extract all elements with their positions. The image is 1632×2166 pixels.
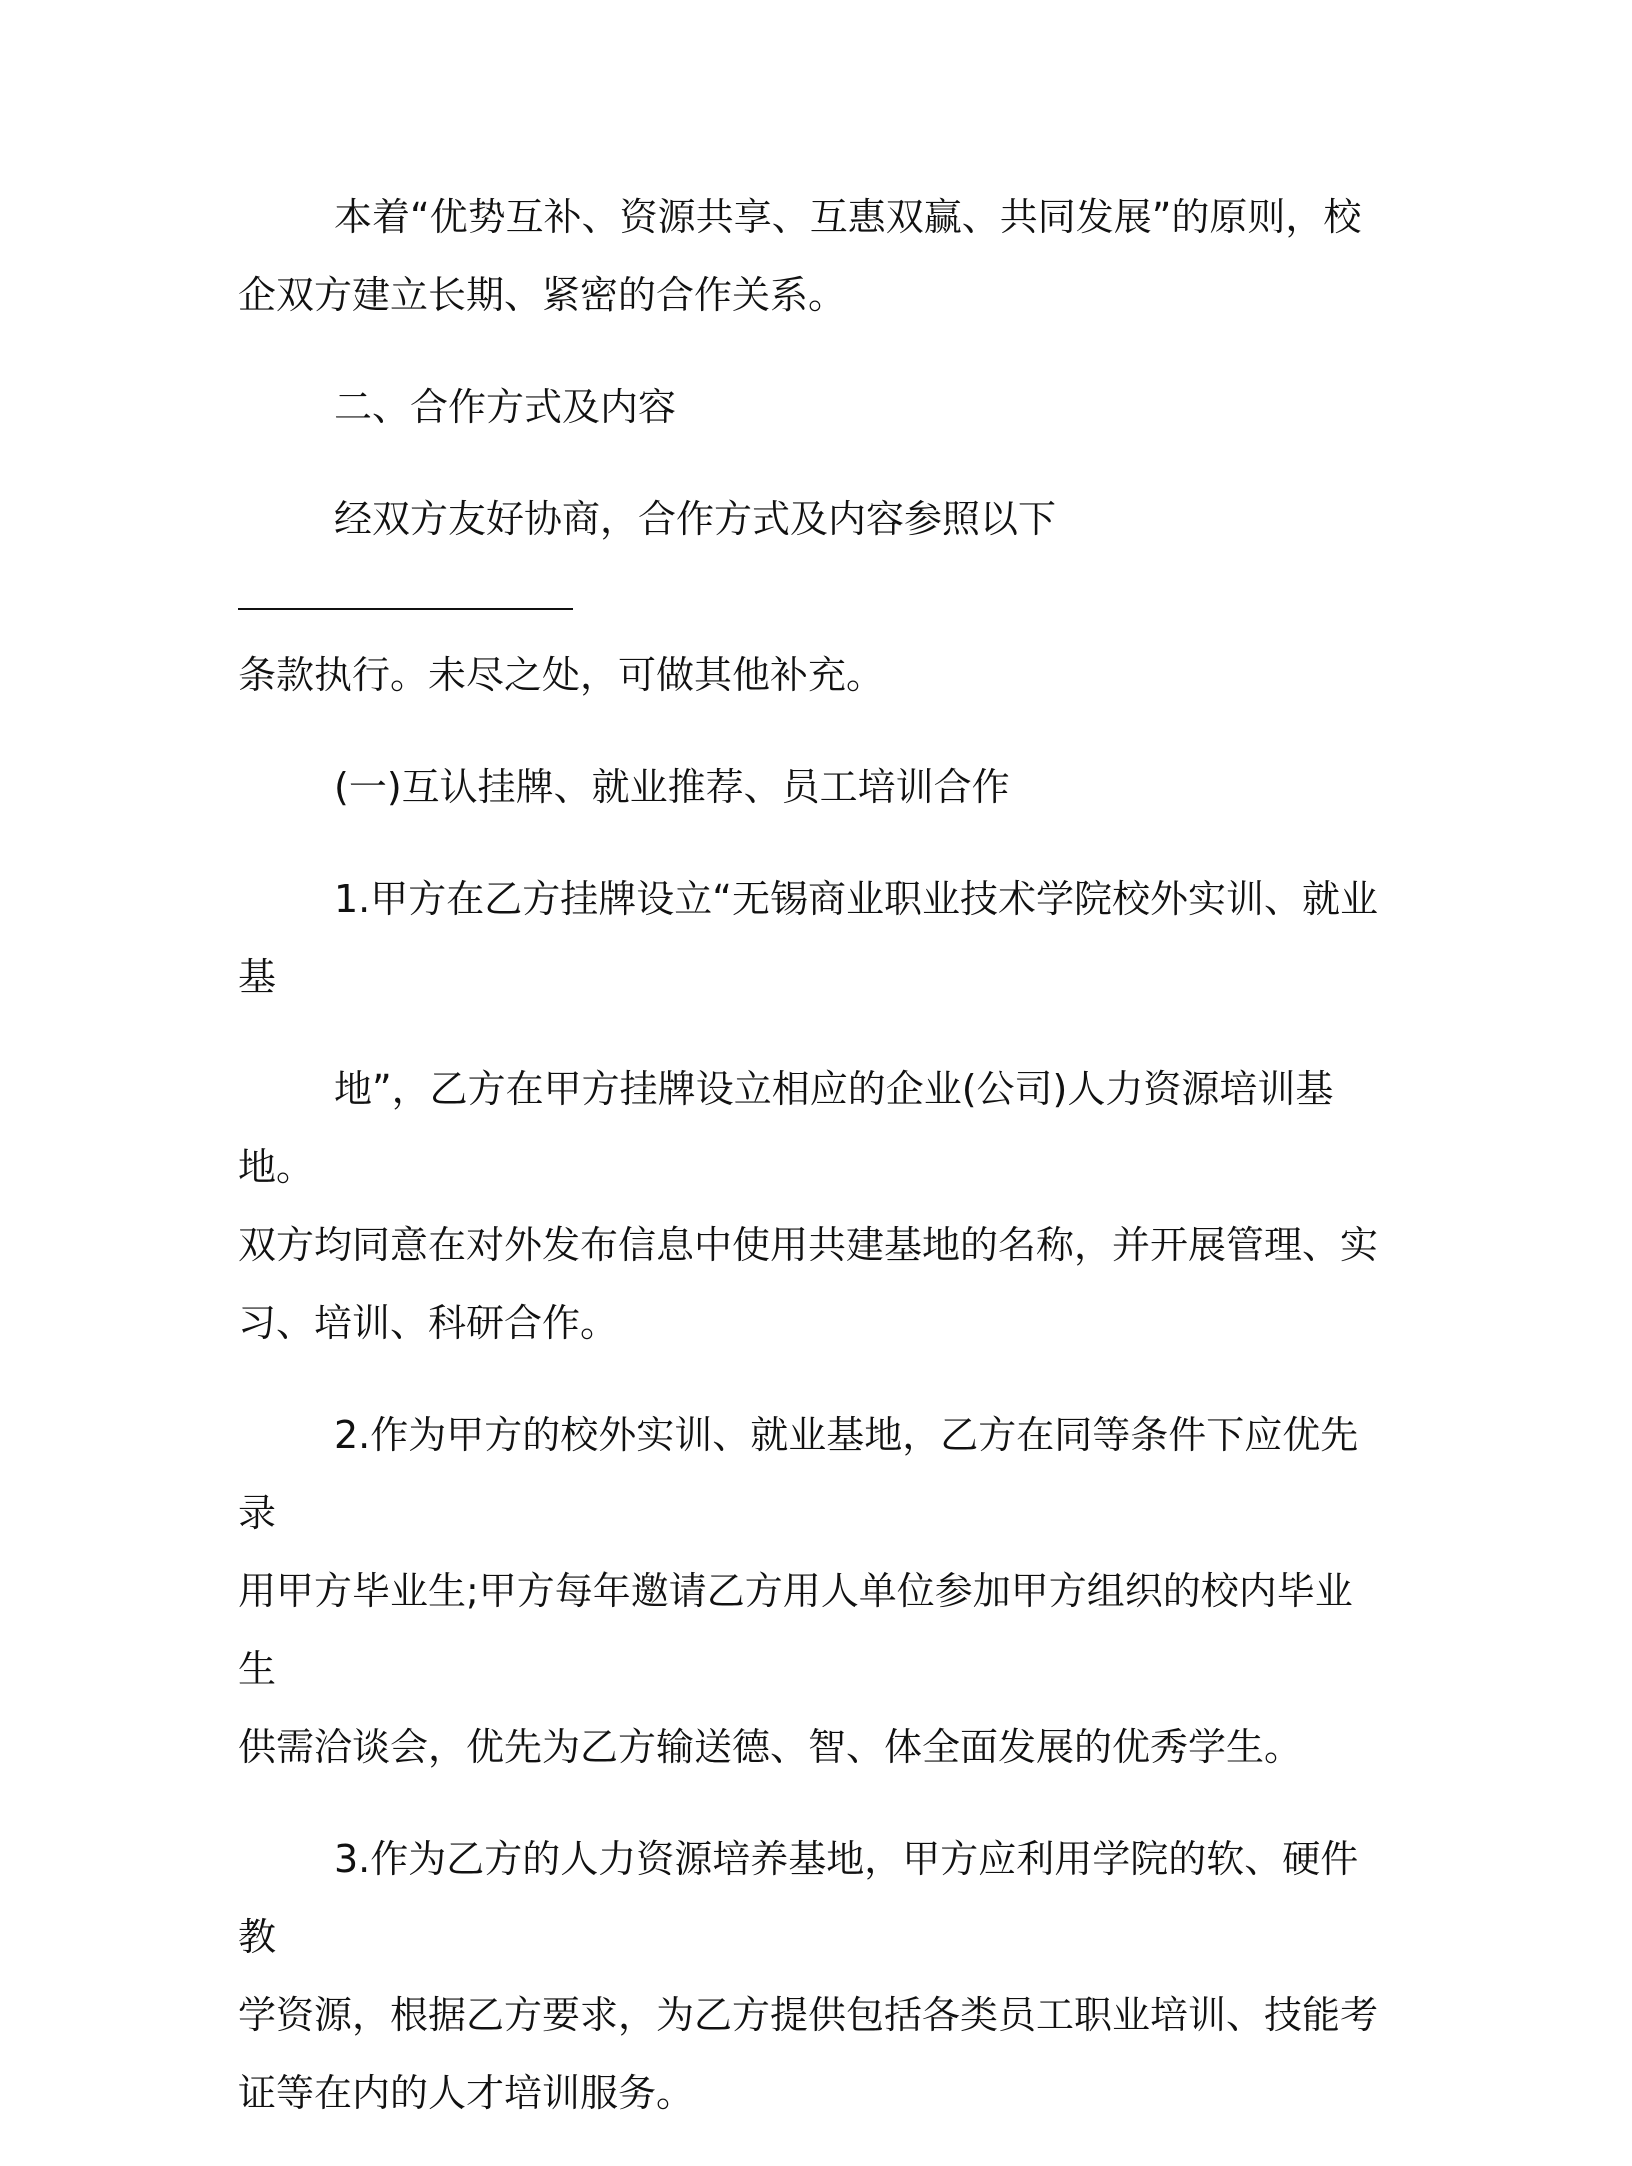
clause-3 <box>238 1820 1378 2132</box>
clause-1-part-b <box>238 1050 1378 1362</box>
text-line: 1.甲方在乙方挂牌设立“无锡商业职业技术学院校外实训、就业 <box>334 877 1378 921</box>
text-line: 供需洽谈会，优先为乙方输送德、智、体全面发展的优秀学生。 <box>238 1725 1303 1769</box>
paragraph-negotiation <box>238 480 1378 714</box>
text-line: 二、合作方式及内容 <box>334 385 677 429</box>
clause-1-part-a <box>238 860 1378 1016</box>
text-line: (一)互认挂牌、就业推荐、员工培训合作 <box>334 765 1010 809</box>
fill-in-blank <box>238 568 573 610</box>
text-line: 条款执行。未尽之处，可做其他补充。 <box>238 653 885 697</box>
text-line: 2.作为甲方的校外实训、就业基地，乙方在同等条件下应优先录 <box>238 1413 1359 1535</box>
text-line: 企双方建立长期、紧密的合作关系。 <box>238 273 847 317</box>
text-line: 证等在内的人才培训服务。 <box>238 2071 695 2115</box>
paragraph-principle <box>238 178 1378 334</box>
text-line: 本着“优势互补、资源共享、互惠双赢、共同发展”的原则，校 <box>334 195 1362 239</box>
section-heading-cooperation <box>238 368 1378 446</box>
text-line: 地”，乙方在甲方挂牌设立相应的企业(公司)人力资源培训基地。 <box>238 1067 1334 1189</box>
clause-2 <box>238 1396 1378 1786</box>
text-line: 用甲方毕业生;甲方每年邀请乙方用人单位参加甲方组织的校内毕业生 <box>238 1569 1353 1691</box>
text-line: 双方均同意在对外发布信息中使用共建基地的名称，并开展管理、实 <box>238 1223 1379 1267</box>
text-line: 基 <box>238 955 277 999</box>
text-line <box>238 480 1378 636</box>
document-body <box>238 178 1378 2166</box>
subsection-heading-one <box>238 748 1378 826</box>
text-line: 习、培训、科研合作。 <box>238 1301 619 1345</box>
text-line: 3.作为乙方的人力资源培养基地，甲方应利用学院的软、硬件教 <box>238 1837 1359 1959</box>
text-before-blank: 经双方友好协商，合作方式及内容参照以下 <box>334 497 1057 541</box>
text-line: 学资源，根据乙方要求，为乙方提供包括各类员工职业培训、技能考 <box>238 1993 1379 2037</box>
